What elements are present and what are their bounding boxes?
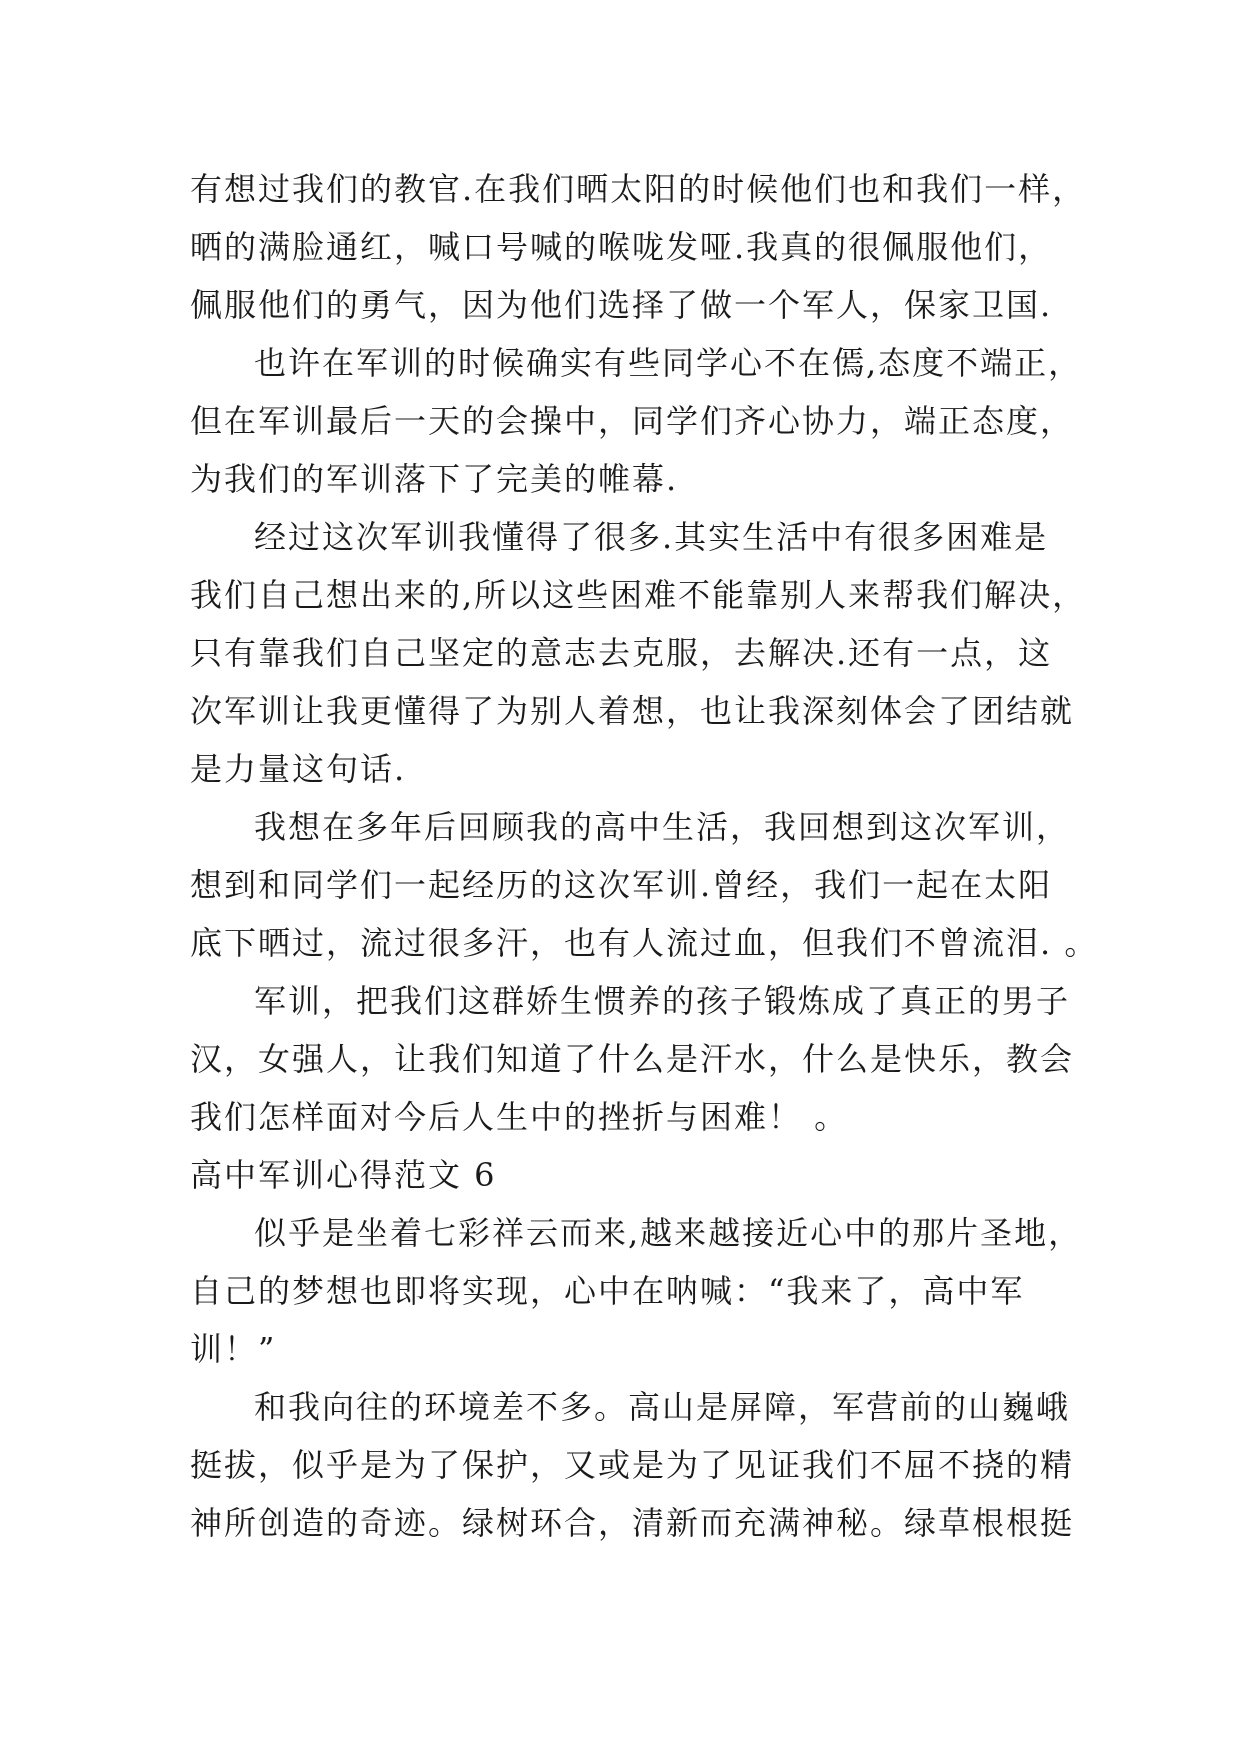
- paragraph-start-line-19: 似乎是坐着七彩祥云而来,越来越接近心中的那片圣地，: [254, 1214, 1083, 1252]
- paragraph-start-line-22: 和我向往的环境差不多。高山是屏障，军营前的山巍峨: [254, 1388, 1071, 1426]
- paragraph-start-line-7: 经过这次军训我懂得了很多.其实生活中有很多困难是: [254, 518, 1049, 556]
- text-line-17: 我们怎样面对今后人生中的挫折与困难！ 。: [190, 1098, 849, 1136]
- text-line-5: 但在军训最后一天的会操中，同学们齐心协力，端正态度，: [190, 402, 1075, 440]
- text-line-16: 汉，女强人，让我们知道了什么是汗水，什么是快乐，教会: [190, 1040, 1075, 1078]
- text-line-3: 佩服他们的勇气，因为他们选择了做一个军人，保家卫国.: [190, 286, 1053, 324]
- paragraph-start-line-12: 我想在多年后回顾我的高中生活，我回想到这次军训，: [254, 808, 1071, 846]
- paragraph-start-line-4: 也许在军训的时候确实有些同学心不在傿,态度不端正，: [254, 344, 1083, 382]
- section-heading: 高中军训心得范文 6: [190, 1156, 497, 1194]
- paragraph-start-line-15: 军训，把我们这群娇生惯养的孩子锻炼成了真正的男子: [254, 982, 1071, 1020]
- text-line-6: 为我们的军训落下了完美的帷幕.: [190, 460, 679, 498]
- text-line-14: 底下晒过，流过很多汗，也有人流过血，但我们不曾流泪. 。: [190, 924, 1099, 962]
- text-line-24: 神所创造的奇迹。绿树环合，清新而充满神秘。绿草根根挺: [190, 1504, 1075, 1542]
- text-line-23: 挺拔，似乎是为了保护，又或是为了见证我们不屈不挠的精: [190, 1446, 1075, 1484]
- text-line-9: 只有靠我们自己坚定的意志去克服，去解决.还有一点，这: [190, 634, 1053, 672]
- text-line-8: 我们自己想出来的,所以这些困难不能靠别人来帮我们解决，: [190, 576, 1087, 614]
- text-line-10: 次军训让我更懂得了为别人着想，也让我深刻体会了团结就: [190, 692, 1075, 730]
- text-line-11: 是力量这句话.: [190, 750, 407, 788]
- text-line-1: 有想过我们的教官.在我们晒太阳的时候他们也和我们一样，: [190, 170, 1087, 208]
- document-body: [190, 160, 1099, 1552]
- text-line-13: 想到和同学们一起经历的这次军训.曾经，我们一起在太阳: [190, 866, 1053, 904]
- text-line-20: 自己的梦想也即将实现，心中在呐喊：“我来了，高中军: [190, 1272, 1025, 1310]
- text-line-21: 训！”: [190, 1330, 277, 1368]
- text-line-2: 晒的满脸通红，喊口号喊的喉咙发哑.我真的很佩服他们，: [190, 228, 1053, 266]
